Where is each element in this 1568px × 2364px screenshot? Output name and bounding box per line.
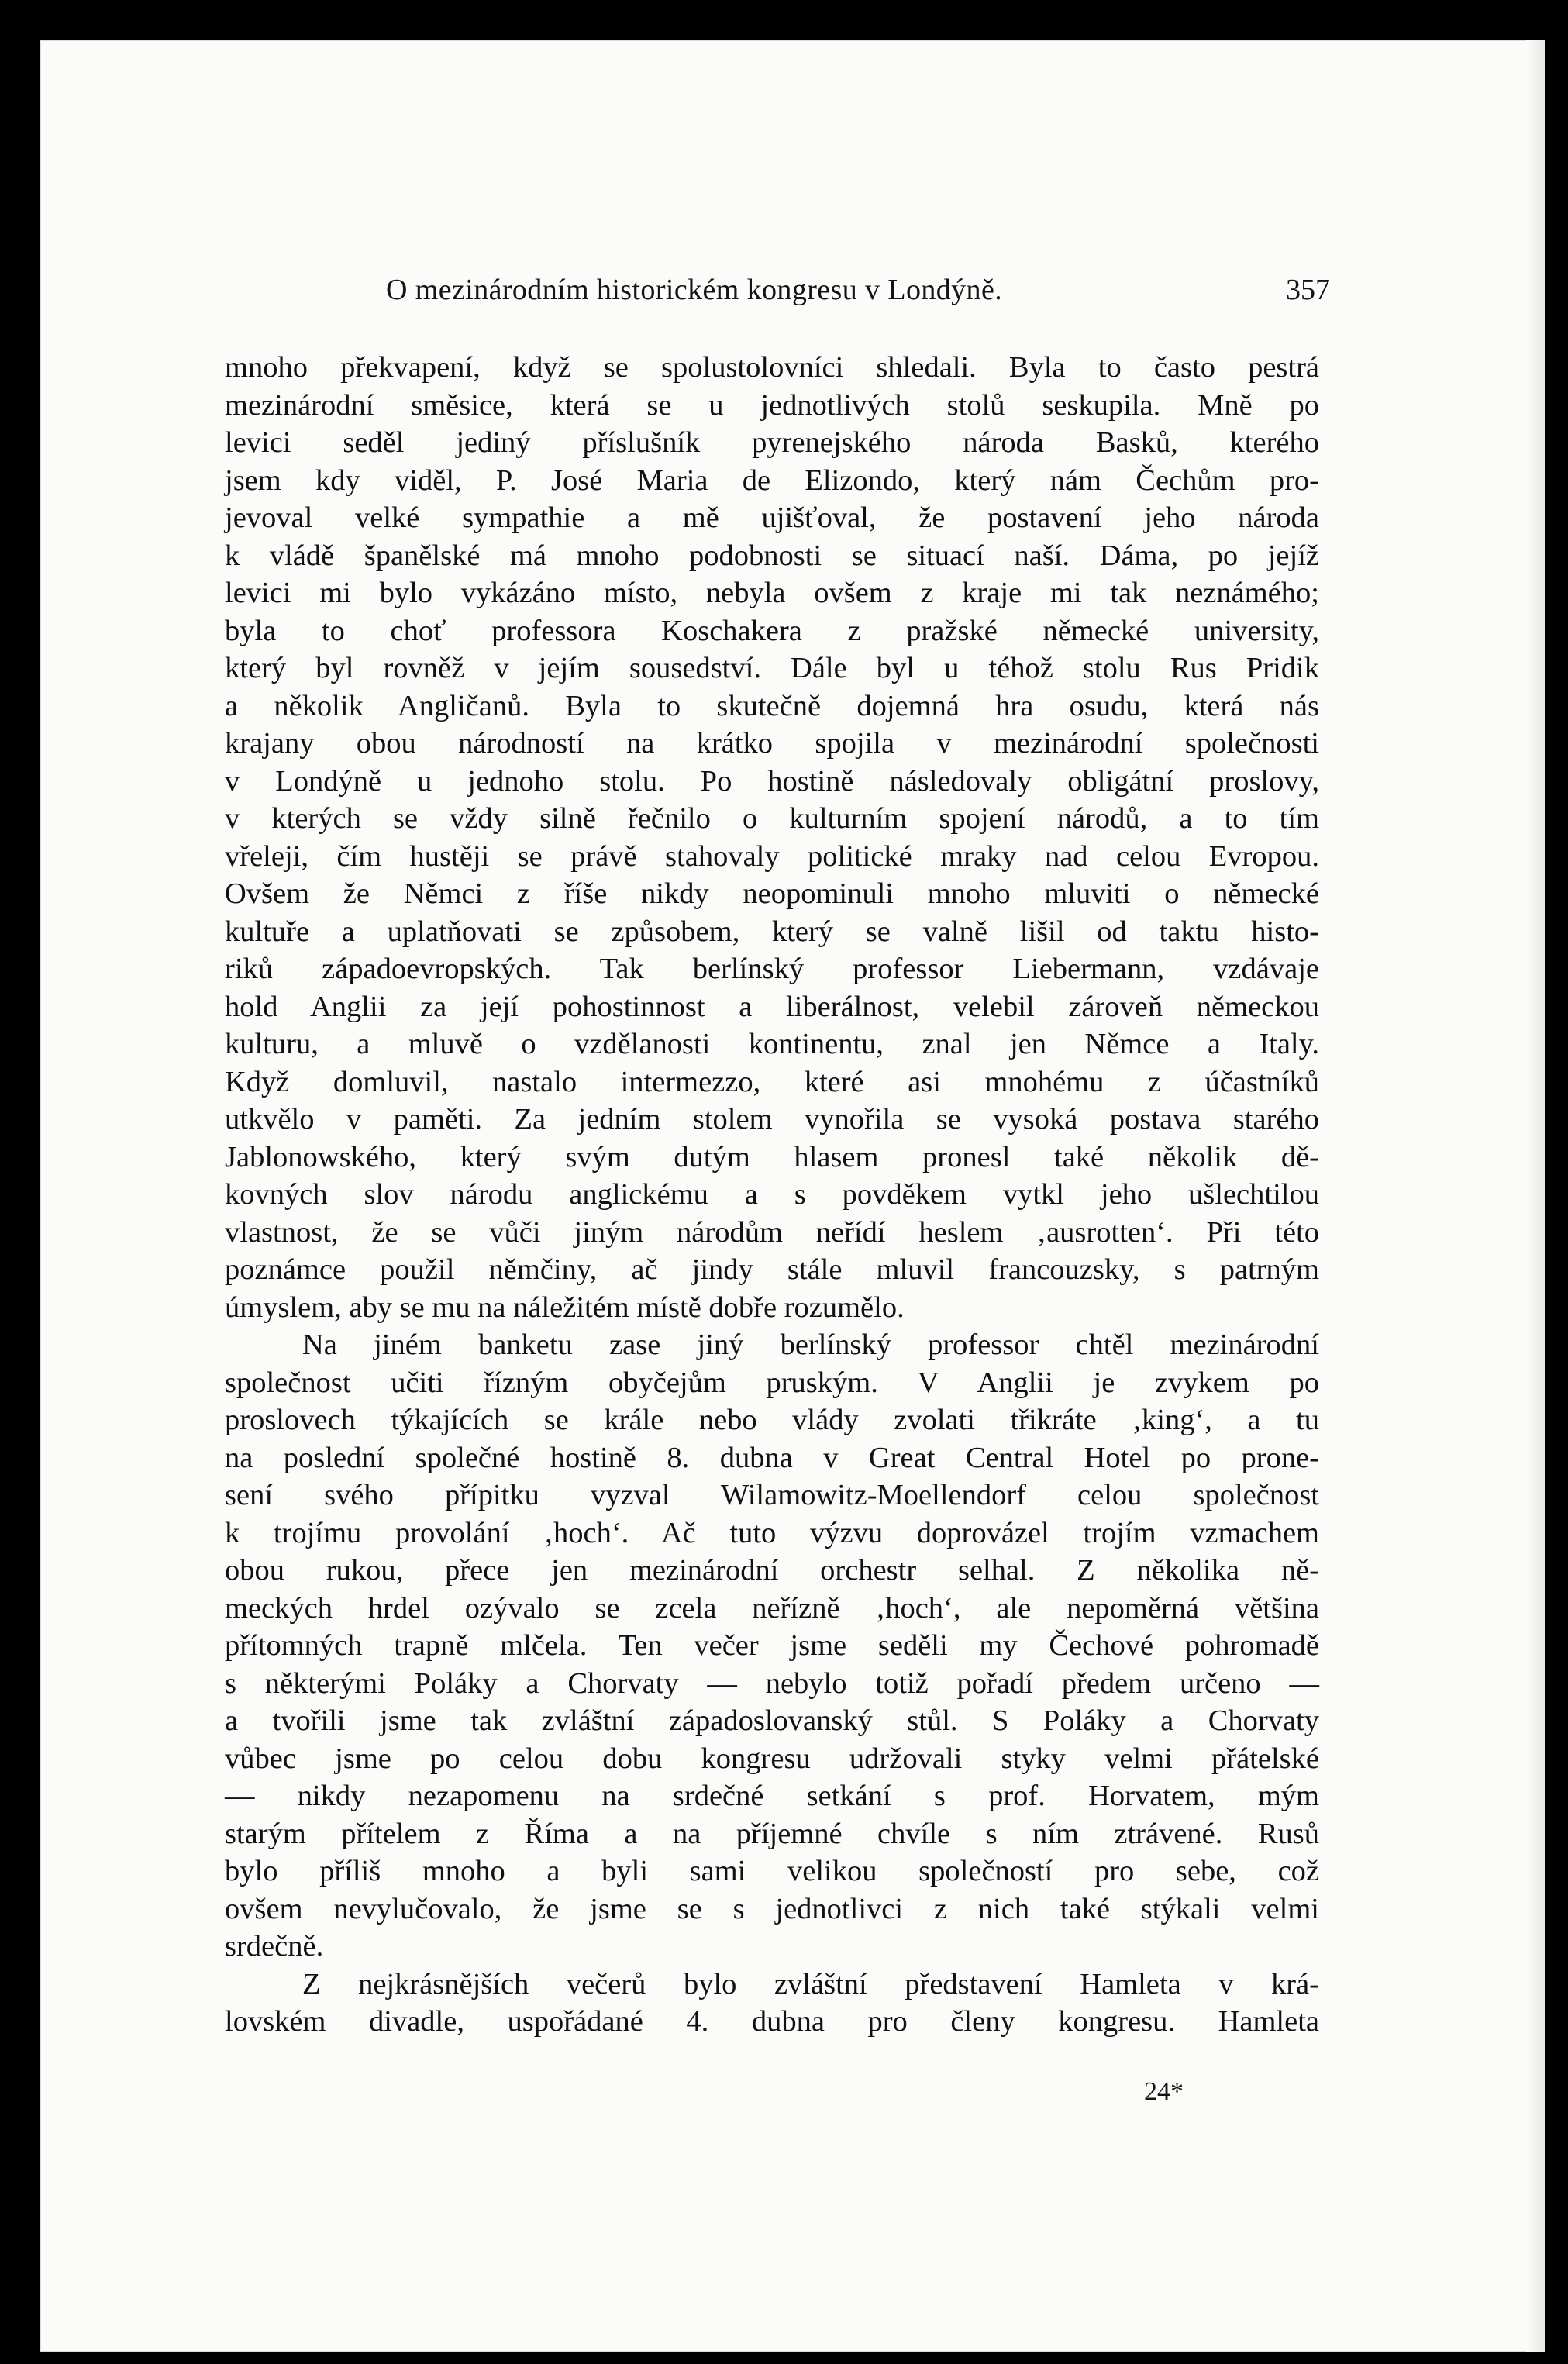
text-line: vůbec jsme po celou dobu kongresu udržovali styky velmi přátelské	[225, 1742, 1319, 1775]
scan-frame	[17, 17, 1552, 2352]
text-line: proslovech týkajících se krále nebo vlády zvolati třikráte ‚king‘, a tu	[225, 1404, 1319, 1436]
text-line: kovných slov národu anglickému a s povděkem vytkl jeho ušlechtilou	[225, 1178, 1319, 1211]
text-line: — nikdy nezapomenu na srdečné setkání s prof. Horvatem, mým	[225, 1780, 1319, 1812]
text-line: přítomných trapně mlčela. Ten večer jsme seděli my Čechové pohromadě	[225, 1629, 1319, 1662]
text-line: utkvělo v paměti. Za jedním stolem vynořila se vysoká postava starého	[225, 1103, 1319, 1135]
text-line: ovšem nevylučovalo, že jsme se s jednotlivci z nich také stýkali velmi	[225, 1892, 1319, 1925]
text-line: levici seděl jediný příslušník pyrenejského národa Basků, kterého	[225, 426, 1319, 459]
text-line: poznámce použil němčiny, ač jindy stále mluvil francouzsky, s patrným	[225, 1253, 1319, 1286]
text-line: v kterých se vždy silně řečnilo o kulturním spojení národů, a to tím	[225, 802, 1319, 835]
page-header	[386, 273, 1330, 313]
text-line: k vládě španělské má mnoho podobnosti se situací naší. Dáma, po jejíž	[225, 539, 1319, 572]
text-line: Z nejkrásnějších večerů bylo zvláštní představení Hamleta v krá-	[302, 1967, 1319, 2000]
text-line: jsem kdy viděl, P. José Maria de Elizondo, který nám Čechům pro-	[225, 463, 1319, 497]
text-line: Když domluvil, nastalo intermezzo, které asi mnohému z účastníků	[225, 1065, 1319, 1098]
text-line: a tvořili jsme tak zvláštní západoslovanský stůl. S Poláky a Chorvaty	[225, 1704, 1319, 1737]
text-line: starým přítelem z Říma a na příjemné chvíle s ním ztrávené. Rusů	[225, 1817, 1319, 1850]
text-line: meckých hrdel ozývalo se zcela neřízně ‚hoch‘, ale nepoměrná většina	[225, 1591, 1319, 1625]
text-line: kulturu, a mluvě o vzdělanosti kontinentu, znal jen Němce a Italy.	[225, 1028, 1319, 1060]
text-line: vlastnost, že se vůči jiným národům neřídí heslem ‚ausrotten‘. Při této	[225, 1215, 1319, 1249]
text-line: bylo příliš mnoho a byli sami velikou společností pro sebe, což	[225, 1855, 1319, 1887]
text-line: sení svého přípitku vyzval Wilamowitz-Moellendorf celou společnost	[225, 1479, 1319, 1511]
text-line: Ovšem že Němci z říše nikdy neopominuli mnoho mluviti o německé	[225, 877, 1319, 910]
text-line: krajany obou národností na krátko spojila v mezinárodní společnosti	[225, 727, 1319, 760]
text-line: v Londýně u jednoho stolu. Po hostině následovaly obligátní proslovy,	[225, 764, 1319, 798]
page-number: 357	[1286, 274, 1330, 306]
text-line: úmyslem, aby se mu na náležitém místě dobře rozumělo.	[225, 1291, 905, 1324]
page-scan-edge	[1526, 40, 1545, 2352]
text-line: jevoval velké sympathie a mě ujišťoval, že postavení jeho národa	[225, 501, 1319, 534]
text-line: Na jiném banketu zase jiný berlínský professor chtěl mezinárodní	[302, 1328, 1319, 1361]
text-line: na poslední společné hostině 8. dubna v Great Central Hotel po prone-	[225, 1441, 1319, 1474]
text-line: vřeleji, čím hustěji se právě stahovaly politické mraky nad celou Evropou.	[225, 839, 1319, 873]
text-line: mnoho překvapení, když se spolustolovníci shledali. Byla to často pestrá	[225, 351, 1319, 384]
text-line: lovském divadle, uspořádané 4. dubna pro členy kongresu. Hamleta	[225, 2005, 1319, 2038]
body-text	[225, 349, 1319, 2041]
text-line: s některými Poláky a Chorvaty — nebylo totiž pořadí předem určeno —	[225, 1666, 1319, 1700]
text-line: Jablonowského, který svým dutým hlasem pronesl také několik dě-	[225, 1140, 1319, 1173]
text-line: byla to choť professora Koschakera z pražské německé university,	[225, 614, 1319, 647]
text-line: který byl rovněž v jejím sousedství. Dále byl u téhož stolu Rus Pridik	[225, 652, 1319, 684]
signature-mark: 24*	[1144, 2077, 1184, 2106]
text-line: riků západoevropských. Tak berlínský professor Liebermann, vzdávaje	[225, 953, 1319, 985]
text-line: levici mi bylo vykázáno místo, nebyla ovšem z kraje mi tak neznámého;	[225, 577, 1319, 609]
text-line: obou rukou, přece jen mezinárodní orchestr selhal. Z několika ně-	[225, 1554, 1319, 1587]
text-line: kultuře a uplatňovati se způsobem, který se valně lišil od taktu histo-	[225, 915, 1319, 948]
book-page	[40, 40, 1545, 2352]
text-line: srdečně.	[225, 1930, 324, 1963]
text-line: hold Anglii za její pohostinnost a liberálnost, velebil zároveň německou	[225, 990, 1319, 1023]
text-line: k trojímu provolání ‚hoch‘. Ač tuto výzvu doprovázel trojím vzmachem	[225, 1516, 1319, 1549]
text-line: a několik Angličanů. Byla to skutečně dojemná hra osudu, která nás	[225, 689, 1319, 722]
text-line: společnost učiti řízným obyčejům pruským. V Anglii je zvykem po	[225, 1366, 1319, 1399]
running-title: O mezinárodním historickém kongresu v Londýně.	[386, 274, 1003, 306]
text-line: mezinárodní směsice, která se u jednotlivých stolů seskupila. Mně po	[225, 388, 1319, 422]
